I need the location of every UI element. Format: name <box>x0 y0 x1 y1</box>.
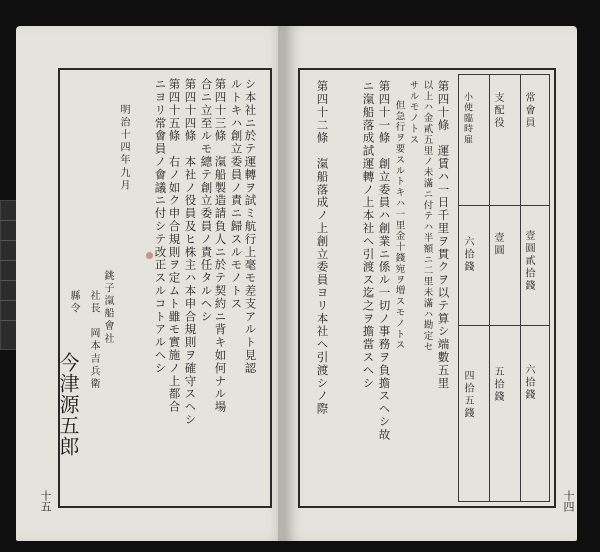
article-42-line-1: 第四十二條 滊船落成ノ上創立委員ヨリ本社ヘ引渡シノ際 <box>315 80 330 416</box>
table-pay-standing-member-2: 六拾錢 <box>523 364 534 402</box>
table-pay-temporary-staff-2: 四拾五錢 <box>462 370 473 421</box>
table-role-manager: 支配役 <box>492 92 503 130</box>
article-45-line-1: 第四十五條 右ノ如ク申合規則ヲ定ムト雖モ實施ノ上都合 <box>167 78 182 414</box>
table-pay-standing-member-1: 壹圓貳拾錢 <box>523 230 534 293</box>
article-40-line-3: サルモノトス <box>407 80 419 146</box>
article-41-line-1: 第四十一條 創立委員ハ創業ニ係ル一切ノ事務ヲ負擔スヘシ故 <box>377 80 392 442</box>
table-pay-manager-2: 五拾錢 <box>492 366 503 404</box>
table-pay-manager-1: 壹圓 <box>492 232 503 258</box>
handwritten-signature: 今津源五郎 <box>56 352 80 457</box>
article-45-line-2: ニヨリ常會員ノ會議ニ付シテ改正スルコトアルヘシ <box>153 78 168 375</box>
right-page-number: 十四 <box>562 490 575 512</box>
table-role-standing-member: 常會員 <box>523 92 534 130</box>
left-page-number: 十五 <box>39 490 52 512</box>
table-pay-temporary-staff-1: 六拾錢 <box>462 236 473 274</box>
president-line: 社長 岡本吉兵衛 <box>88 290 99 391</box>
governor-title: 縣令 <box>68 290 79 328</box>
table-role-temporary-staff: 小使臨時雇 <box>462 92 472 145</box>
article-40-proviso: 但急行ヲ要スルトキハ一里金十錢宛ヲ増スモノトス <box>393 100 405 351</box>
article-40-line-2: 以上ハ金貳五里ノ未滿ニ付テハ半額ニ二里未滿ハ勘定セ <box>421 80 433 353</box>
date-line: 明治十四年九月 <box>118 104 129 193</box>
company-name: 銚子滊船會社 <box>102 270 113 346</box>
article-43-line-2: 合ニ立至ルモ總テ創立委員ノ責任タルヘシ <box>199 78 214 324</box>
article-42-continued-line-2: ルトキハ創立委員ノ責ニ歸スルモノトス <box>229 78 244 311</box>
article-41-line-2: ニ滊船落成試運轉ノ上本社ヘ引渡ス迄之ヲ擔當スヘシ <box>361 80 376 390</box>
red-seal-mark <box>146 252 153 259</box>
article-44-line-1: 第四十四條 本社ノ役員及ヒ株主ハ本申合規則ヲ確守スヘシ <box>183 78 198 427</box>
article-43-line-1: 第四十三條 滊船製造請負人ニ於テ契約ニ背キ如何ナル場 <box>213 78 228 414</box>
article-40-line-1: 第四十條 運賃ハ一日千里ヲ貫クヲ以テ算シ端數五里 <box>436 80 451 390</box>
article-42-continued-line-1: シ本社ニ於テ運轉ヲ試ミ航行上毫モ差支アルト見認 <box>243 78 258 375</box>
